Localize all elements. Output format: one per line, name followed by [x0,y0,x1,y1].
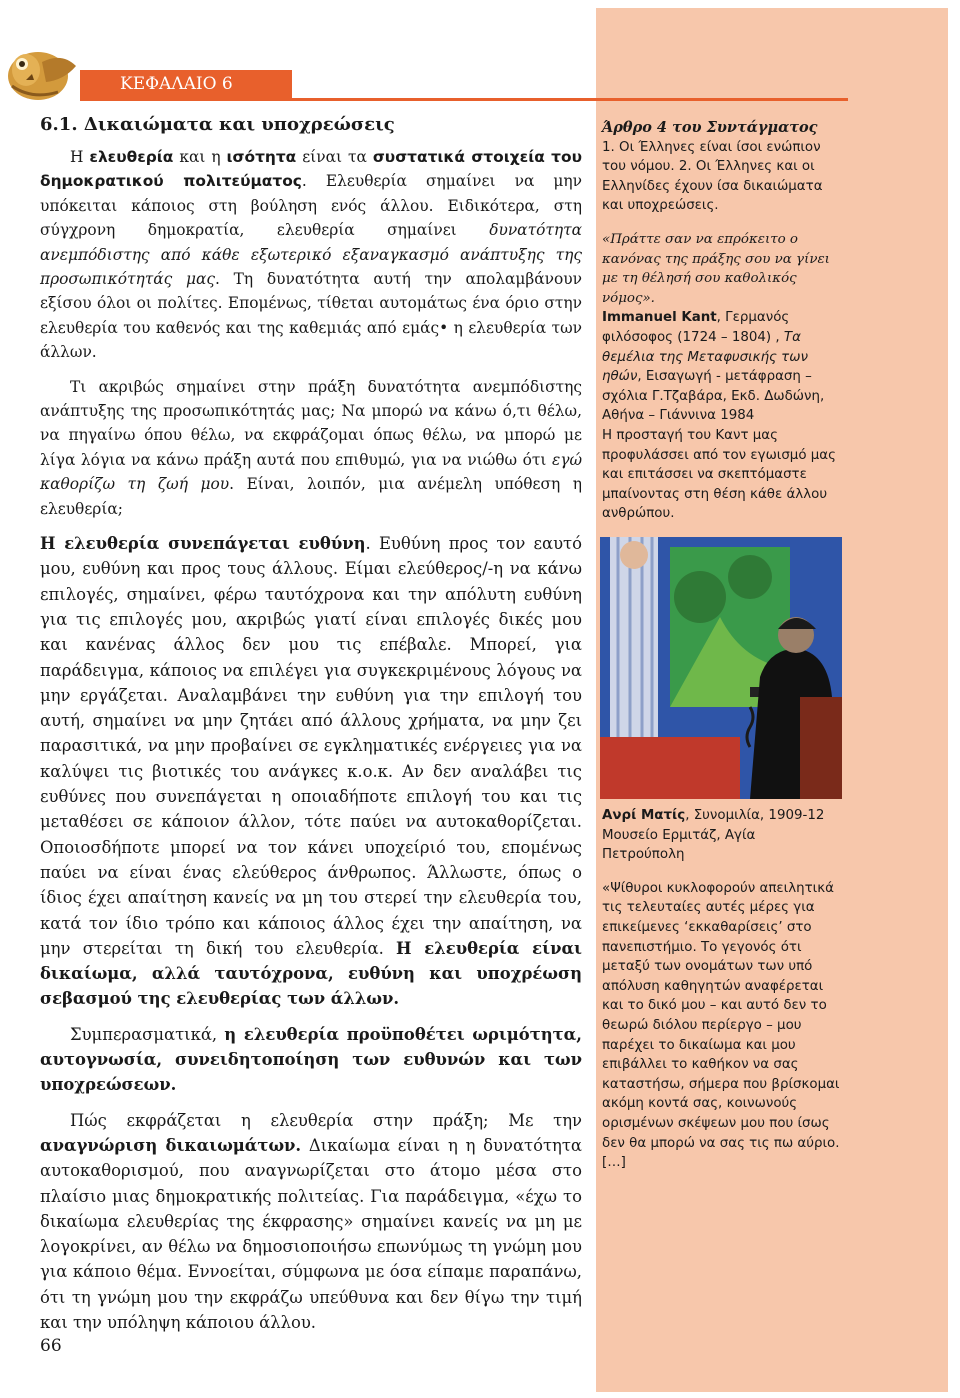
kant-quote: «Πράττε σαν να επρόκειτο ο κανόνας της πράξης σου να γίνει με τη θέλησή σου καθολικός νόμος». [602,231,830,306]
painting-conversation [600,537,842,799]
page-number: 66 [40,1336,62,1356]
rumor-quote: «Ψίθυροι κυκλοφορούν απειλητικά τις τελευταίες αυτές μέρες για επικείμενες ‘εκκαθαρίσεις’ στο πανεπιστήμιο. Το γεγονός ότι μεταξύ των ονομάτων των υπό απόλυση καθηγητών αναφέρεται και το δικό μου – και αυτό δεν το θεωρώ διόλου περίεργο – μου παρέχει το δικαίωμα και μου επιβάλλει το καθήκον να σας καταστήσω, σήμερα που βρίσκομαι ακόμη κοντά σας, κοινωνούς ορισμένων σκέψεων μου που ίσως δεν θα μπορώ να σας τις πω αύριο.[…] [602,880,840,1171]
article-title: Άρθρο 4 του Συντάγματος [602,119,818,136]
owl-icon [2,40,80,104]
paragraph-3: Η ελευθερία συνεπάγεται ευθύνη. Ευθύνη προς τον εαυτό μου, ευθύνη και προς τους άλλους. Είμαι ελεύθερος/-η να κάνω επιλογές, σημαίνει, φέρω ταυτόχρονα και την απόλυτη ευθύνη για τις επιλογές μου, ακριβώς γιατί είναι επιλογές δικές μου και κανένας άλλος δεν μου τις επέβαλε. Μπορεί, για παράδειγμα, κάποιος να επιλέγει για συγκεκριμένους λόγους να μην εργάζεται. Αναλαμβάνει την ευθύνη για την επιλογή του αυτή, σημαίνει να μην ζητάει από άλλους χρήματα, να μην ζει παρασιτικά, να μην προβαίνει σε εγκληματικές ενέργειες για να καλύψει τις βιοτικές του ανάγκες κ.ο.κ. Αν δεν αναλάβει τις ευθύνες που συνεπάγεται η οποιαδήποτε επιλογή του και τις μεταθέσει σε κάποιον άλλον, τότε παύει να αυτοκαθορίζεται. Οποιοσδήποτε μπορεί να τον κάνει υποχείριό του, επομένως παύει να είναι ένας ελεύθερος άνθρωπος. Άλλωστε, όπως ο ίδιος έχει απαίτηση κανείς να μη του στερεί την ελευθερία του, κατά τον ίδιο τρόπο και κάποιος άλλος έχει την απαίτηση, να μην στερείται τη δική του ελευθερία. Η ελευθερία είναι δικαίωμα, αλλά ταυτόχρονα, ευθύνη και υποχρέωση σεβασμού της ελευθερίας των άλλων. [40,534,582,1009]
article-text: 1. Οι Έλληνες είναι ίσοι ενώπιον του νόμου. 2. Οι Έλληνες και οι Ελληνίδες έχουν ίσα δικαιώματα και υποχρεώσεις. [602,139,823,214]
paragraph-1: Η ελευθερία και η ισότητα είναι τα συστατικά στοιχεία του δημοκρατικού πολιτεύματος. Ελευθερία σημαίνει να μην υπόκειται κάποιος στη βούληση ενός άλλου. Ειδικότερα, στη σύγχρονη δημοκρατία, ελευθερία σημαίνει δυνατότητα ανεμπόδιστης από κάθε εξωτερικό εξαναγκασμό ανάπτυξης της προσωπικότητάς μας. Τη δυνατότητα αυτή την απολαμβάνουν εξίσου όλοι οι πολίτες. Επομένως, τίθεται αυτομάτως ένα όριο στην ελευθερία του καθενός και της καθεμιάς από εμάς• η ελευθερία των άλλων. [40,148,582,362]
kant-note: Η προσταγή του Καντ μας προφυλάσσει από τον εγωισμό μας και επιτάσσει να σκεπτόμαστε μπαίνοντας στη θέση κάθε άλλου ανθρώπου. [602,427,836,522]
kant-citation: Immanuel Kant, Γερμανός φιλόσοφος (1724 – 1804) , Τα θεμέλια της Μεταφυσικής των ηθών, Εισαγωγή - μετάφραση – σχόλια Γ.Τζαβάρα, Εκδ. Δωδώνη, Αθήνα – Γιάννινα 1984 [602,310,825,424]
header-divider [80,98,848,101]
paragraph-4: Συμπερασματικά, η ελευθερία προϋποθέτει ωριμότητα, αυτογνωσία, συνειδητοποίηση των ευθυνών και των υποχρεώσεων. [40,1024,582,1095]
emphasis-heading: Η ελευθερία συνεπάγεται ευθύνη [40,534,366,554]
caption-museum: Μουσείο Ερμιτάζ, Αγία Πετρούπολη [602,827,756,863]
paragraph-2: Τι ακριβώς σημαίνει στην πράξη δυνατότητα ανεμπόδιστης ανάπτυξης της προσωπικότητάς μας; Να μπορώ να κάνω ό,τι θέλω, να πηγαίνω όπου θέλω, να εκφράζομαι όπως θέλω, να μπορώ με λίγα λόγια να κάνω πράξη αυτά που επιθυμώ, για να νιώθω ότι εγώ καθορίζω τη ζωή μου. Είναι, λοιπόν, μια ανέμελη υπόθεση η ελευθερία; [40,377,582,518]
chapter-header: ΚΕΦΑΛΑΙΟ 6 [80,70,292,98]
paragraph-5: Πώς εκφράζεται η ελευθερία στην πράξη; Με την αναγνώριση δικαιωμάτων. Δικαίωμα είναι η η δυνατότητα αυτοκαθορισμού, που αναγνωρίζεται στο άτομο μέσα στο πλαίσιο μιας δημοκρατικής πολιτείας. Για παράδειγμα, «έχω το δικαίωμα ελευθερίας της έκφρασης» σημαίνει κανείς να μη με λογοκρίνει, αν θέλω να δημοσιοποιήσω επωνύμως τη γνώμη μου για κάποιο θέμα. Εννοείται, σύμφωνα με όσα είπαμε παραπάνω, ότι τη γνώμη μου την εκφράζω υπεύθυνα και δεν θίγω την τιμή και την υπόληψη κάποιου άλλου. [40,1110,582,1332]
painting-caption [602,806,840,1173]
section-title: 6.1. Δικαιώματα και υποχρεώσεις [40,114,395,135]
caption-title: Ανρί Ματίς, Συνομιλία, 1909-12 [602,808,825,823]
sidebar-article [602,118,840,524]
main-text [40,145,582,1335]
